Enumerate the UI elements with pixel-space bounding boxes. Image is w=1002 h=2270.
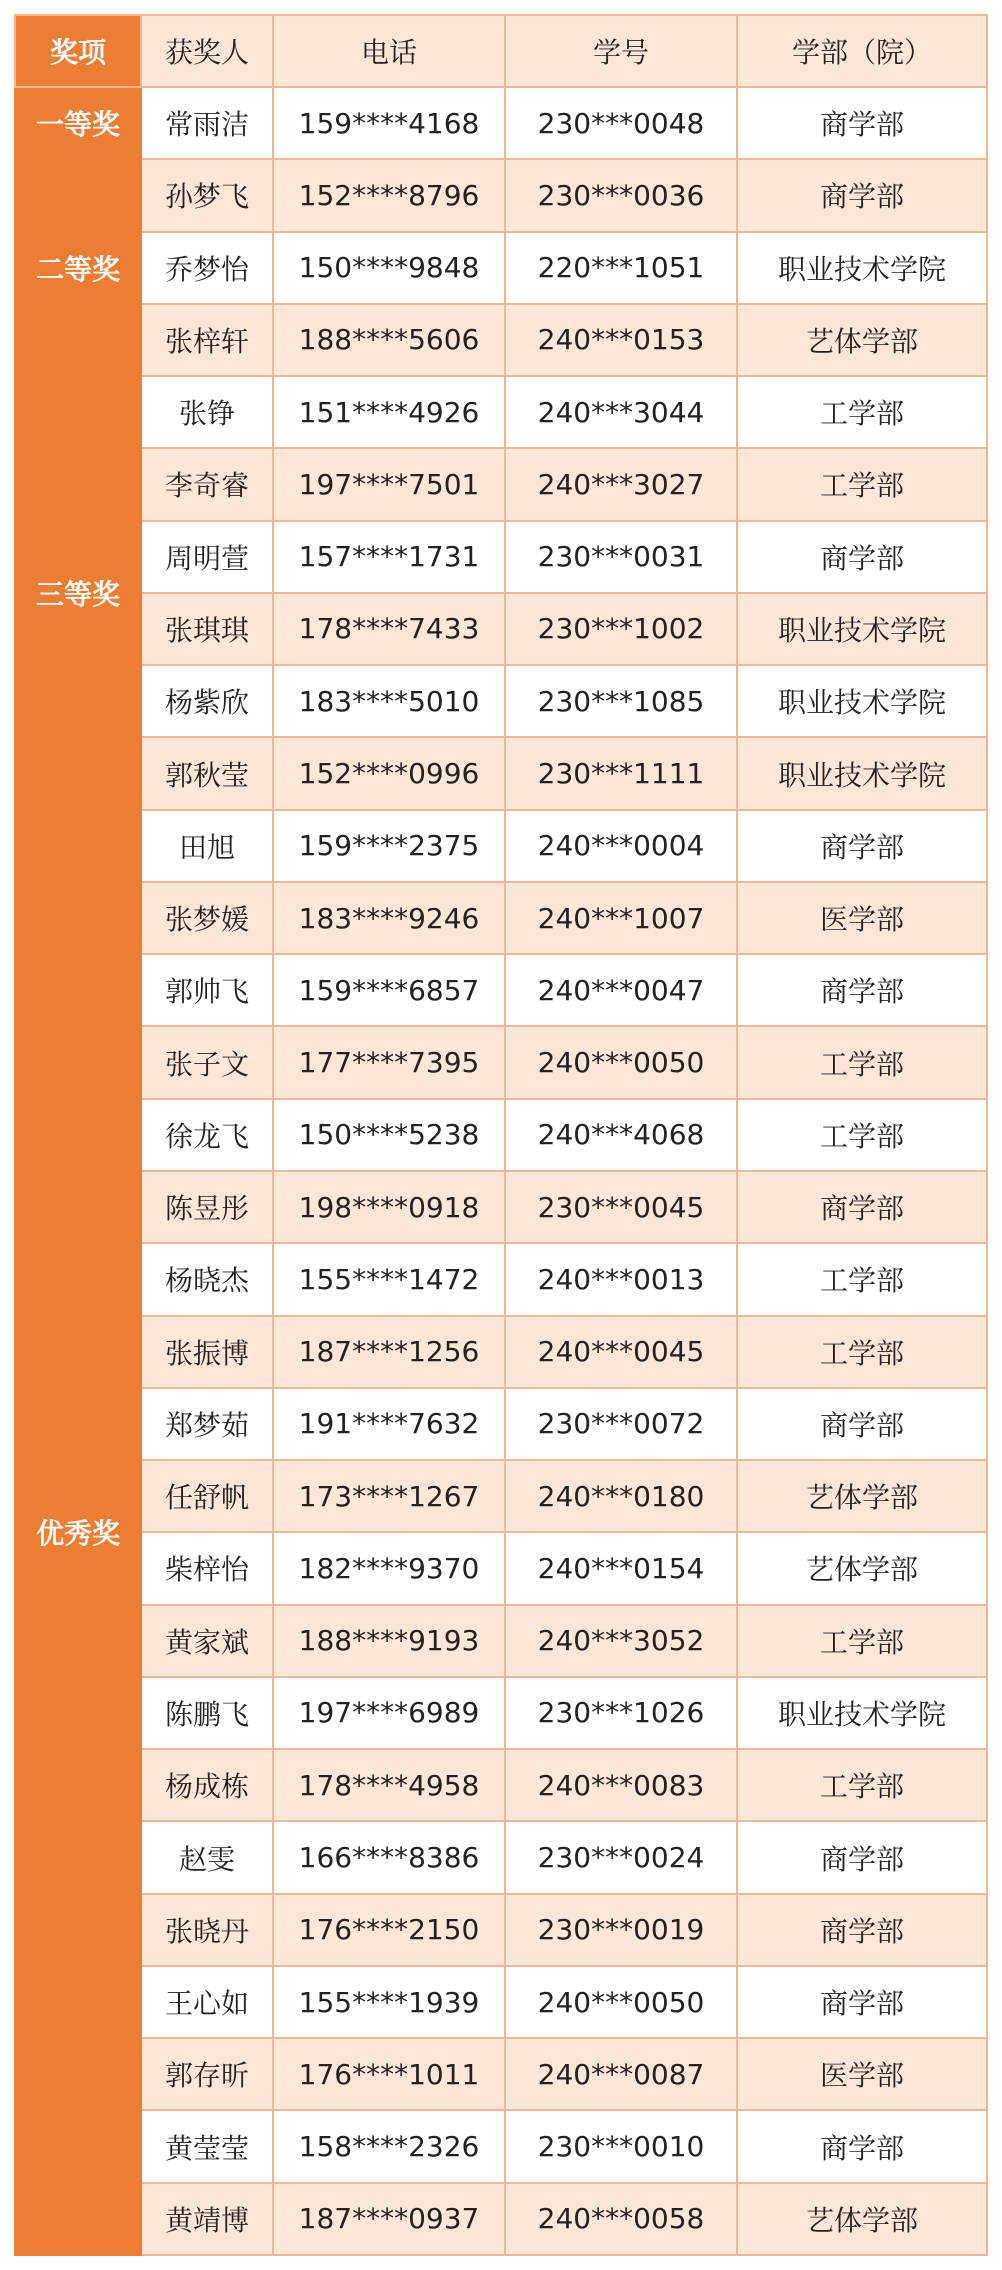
student-id: 230***0024 bbox=[505, 1821, 737, 1893]
department: 工学部 bbox=[737, 1605, 987, 1677]
department: 职业技术学院 bbox=[737, 1677, 987, 1749]
winner-name: 黄家斌 bbox=[141, 1605, 273, 1677]
winner-name: 赵雯 bbox=[141, 1821, 273, 1893]
table-row bbox=[15, 1388, 987, 1460]
phone: 158****2326 bbox=[273, 2110, 505, 2182]
table-row bbox=[15, 448, 987, 520]
winner-name: 郭存昕 bbox=[141, 2038, 273, 2110]
table-body bbox=[15, 87, 987, 2255]
department: 艺体学部 bbox=[737, 1532, 987, 1604]
student-id: 240***4068 bbox=[505, 1099, 737, 1171]
department: 工学部 bbox=[737, 1026, 987, 1098]
student-id: 240***3027 bbox=[505, 448, 737, 520]
table-row bbox=[15, 1532, 987, 1604]
phone: 178****4958 bbox=[273, 1749, 505, 1821]
department: 商学部 bbox=[737, 1894, 987, 1966]
winner-name: 杨紫欣 bbox=[141, 665, 273, 737]
table-row bbox=[15, 2110, 987, 2182]
student-id: 220***1051 bbox=[505, 232, 737, 304]
table-row bbox=[15, 1605, 987, 1677]
phone: 155****1939 bbox=[273, 1966, 505, 2038]
phone: 187****1256 bbox=[273, 1316, 505, 1388]
table-row bbox=[15, 882, 987, 954]
department: 商学部 bbox=[737, 159, 987, 231]
phone: 177****7395 bbox=[273, 1026, 505, 1098]
department: 艺体学部 bbox=[737, 2183, 987, 2255]
header-prize: 奖项 bbox=[15, 15, 141, 87]
winner-name: 张铮 bbox=[141, 376, 273, 448]
department: 商学部 bbox=[737, 1171, 987, 1243]
table-row bbox=[15, 1316, 987, 1388]
phone: 198****0918 bbox=[273, 1171, 505, 1243]
department: 医学部 bbox=[737, 2038, 987, 2110]
department: 商学部 bbox=[737, 1388, 987, 1460]
phone: 166****8386 bbox=[273, 1821, 505, 1893]
department: 工学部 bbox=[737, 1243, 987, 1315]
student-id: 230***0045 bbox=[505, 1171, 737, 1243]
header-student-id: 学号 bbox=[505, 15, 737, 87]
winner-name: 张梓轩 bbox=[141, 304, 273, 376]
student-id: 230***0019 bbox=[505, 1894, 737, 1966]
table-row bbox=[15, 954, 987, 1026]
table-row bbox=[15, 1243, 987, 1315]
student-id: 230***1026 bbox=[505, 1677, 737, 1749]
winner-name: 黄莹莹 bbox=[141, 2110, 273, 2182]
department: 商学部 bbox=[737, 1966, 987, 2038]
student-id: 230***0072 bbox=[505, 1388, 737, 1460]
student-id: 240***0050 bbox=[505, 1026, 737, 1098]
department: 艺体学部 bbox=[737, 1460, 987, 1532]
phone: 176****1011 bbox=[273, 2038, 505, 2110]
winner-name: 徐龙飞 bbox=[141, 1099, 273, 1171]
winner-name: 杨晓杰 bbox=[141, 1243, 273, 1315]
student-id: 240***0087 bbox=[505, 2038, 737, 2110]
table-row bbox=[15, 1677, 987, 1749]
winner-name: 孙梦飞 bbox=[141, 159, 273, 231]
department: 职业技术学院 bbox=[737, 232, 987, 304]
table-row bbox=[15, 1749, 987, 1821]
prize-label: 三等奖 bbox=[15, 376, 141, 810]
student-id: 230***0010 bbox=[505, 2110, 737, 2182]
winner-name: 王心如 bbox=[141, 1966, 273, 2038]
department: 职业技术学院 bbox=[737, 665, 987, 737]
department: 商学部 bbox=[737, 521, 987, 593]
department: 工学部 bbox=[737, 1099, 987, 1171]
winner-name: 郑梦茹 bbox=[141, 1388, 273, 1460]
phone: 191****7632 bbox=[273, 1388, 505, 1460]
table-row bbox=[15, 159, 987, 231]
prize-label: 一等奖 bbox=[15, 87, 141, 159]
phone: 176****2150 bbox=[273, 1894, 505, 1966]
table-row bbox=[15, 1460, 987, 1532]
table-row bbox=[15, 521, 987, 593]
winner-name: 任舒帆 bbox=[141, 1460, 273, 1532]
department: 商学部 bbox=[737, 1821, 987, 1893]
phone: 159****4168 bbox=[273, 87, 505, 159]
phone: 151****4926 bbox=[273, 376, 505, 448]
header-winner: 获奖人 bbox=[141, 15, 273, 87]
student-id: 240***3052 bbox=[505, 1605, 737, 1677]
department: 工学部 bbox=[737, 1316, 987, 1388]
prize-label: 优秀奖 bbox=[15, 810, 141, 2255]
winner-name: 黄靖博 bbox=[141, 2183, 273, 2255]
student-id: 230***0036 bbox=[505, 159, 737, 231]
phone: 173****1267 bbox=[273, 1460, 505, 1532]
student-id: 230***0031 bbox=[505, 521, 737, 593]
award-table bbox=[14, 14, 988, 2256]
phone: 159****6857 bbox=[273, 954, 505, 1026]
phone: 159****2375 bbox=[273, 810, 505, 882]
department: 商学部 bbox=[737, 810, 987, 882]
winner-name: 张子文 bbox=[141, 1026, 273, 1098]
student-id: 240***0154 bbox=[505, 1532, 737, 1604]
phone: 187****0937 bbox=[273, 2183, 505, 2255]
table-row bbox=[15, 1821, 987, 1893]
phone: 157****1731 bbox=[273, 521, 505, 593]
phone: 152****0996 bbox=[273, 737, 505, 809]
department: 艺体学部 bbox=[737, 304, 987, 376]
winner-name: 郭帅飞 bbox=[141, 954, 273, 1026]
student-id: 240***0013 bbox=[505, 1243, 737, 1315]
phone: 150****9848 bbox=[273, 232, 505, 304]
table-row bbox=[15, 1026, 987, 1098]
department: 商学部 bbox=[737, 2110, 987, 2182]
header-row bbox=[15, 15, 987, 87]
table-row bbox=[15, 1099, 987, 1171]
winner-name: 张晓丹 bbox=[141, 1894, 273, 1966]
table-row bbox=[15, 2038, 987, 2110]
winner-name: 李奇睿 bbox=[141, 448, 273, 520]
winner-name: 田旭 bbox=[141, 810, 273, 882]
table-row bbox=[15, 593, 987, 665]
winner-name: 杨成栋 bbox=[141, 1749, 273, 1821]
table-row bbox=[15, 665, 987, 737]
department: 职业技术学院 bbox=[737, 593, 987, 665]
header-department: 学部（院） bbox=[737, 15, 987, 87]
table-row bbox=[15, 232, 987, 304]
phone: 197****7501 bbox=[273, 448, 505, 520]
winner-name: 张梦媛 bbox=[141, 882, 273, 954]
student-id: 240***3044 bbox=[505, 376, 737, 448]
phone: 152****8796 bbox=[273, 159, 505, 231]
student-id: 230***0048 bbox=[505, 87, 737, 159]
phone: 197****6989 bbox=[273, 1677, 505, 1749]
table-row bbox=[15, 304, 987, 376]
student-id: 240***0004 bbox=[505, 810, 737, 882]
student-id: 240***0153 bbox=[505, 304, 737, 376]
department: 医学部 bbox=[737, 882, 987, 954]
phone: 150****5238 bbox=[273, 1099, 505, 1171]
winner-name: 郭秋莹 bbox=[141, 737, 273, 809]
phone: 183****5010 bbox=[273, 665, 505, 737]
winner-name: 张振博 bbox=[141, 1316, 273, 1388]
phone: 188****9193 bbox=[273, 1605, 505, 1677]
student-id: 240***1007 bbox=[505, 882, 737, 954]
department: 工学部 bbox=[737, 376, 987, 448]
student-id: 240***0050 bbox=[505, 1966, 737, 2038]
department: 商学部 bbox=[737, 954, 987, 1026]
phone: 188****5606 bbox=[273, 304, 505, 376]
winner-name: 陈鹏飞 bbox=[141, 1677, 273, 1749]
department: 职业技术学院 bbox=[737, 737, 987, 809]
department: 工学部 bbox=[737, 1749, 987, 1821]
winner-name: 乔梦怡 bbox=[141, 232, 273, 304]
winner-name: 张琪琪 bbox=[141, 593, 273, 665]
prize-label: 二等奖 bbox=[15, 159, 141, 376]
table-row bbox=[15, 737, 987, 809]
winner-name: 柴梓怡 bbox=[141, 1532, 273, 1604]
department: 工学部 bbox=[737, 448, 987, 520]
table-row bbox=[15, 1966, 987, 2038]
header-phone: 电话 bbox=[273, 15, 505, 87]
table-row bbox=[15, 376, 987, 448]
phone: 178****7433 bbox=[273, 593, 505, 665]
phone: 182****9370 bbox=[273, 1532, 505, 1604]
student-id: 230***1002 bbox=[505, 593, 737, 665]
table-row bbox=[15, 87, 987, 159]
winner-name: 陈昱彤 bbox=[141, 1171, 273, 1243]
phone: 183****9246 bbox=[273, 882, 505, 954]
student-id: 230***1085 bbox=[505, 665, 737, 737]
student-id: 240***0058 bbox=[505, 2183, 737, 2255]
table-row bbox=[15, 1171, 987, 1243]
table-row bbox=[15, 2183, 987, 2255]
student-id: 240***0083 bbox=[505, 1749, 737, 1821]
student-id: 230***1111 bbox=[505, 737, 737, 809]
phone: 155****1472 bbox=[273, 1243, 505, 1315]
table-row bbox=[15, 810, 987, 882]
table-row bbox=[15, 1894, 987, 1966]
student-id: 240***0180 bbox=[505, 1460, 737, 1532]
winner-name: 常雨洁 bbox=[141, 87, 273, 159]
department: 商学部 bbox=[737, 87, 987, 159]
student-id: 240***0047 bbox=[505, 954, 737, 1026]
winner-name: 周明萱 bbox=[141, 521, 273, 593]
student-id: 240***0045 bbox=[505, 1316, 737, 1388]
